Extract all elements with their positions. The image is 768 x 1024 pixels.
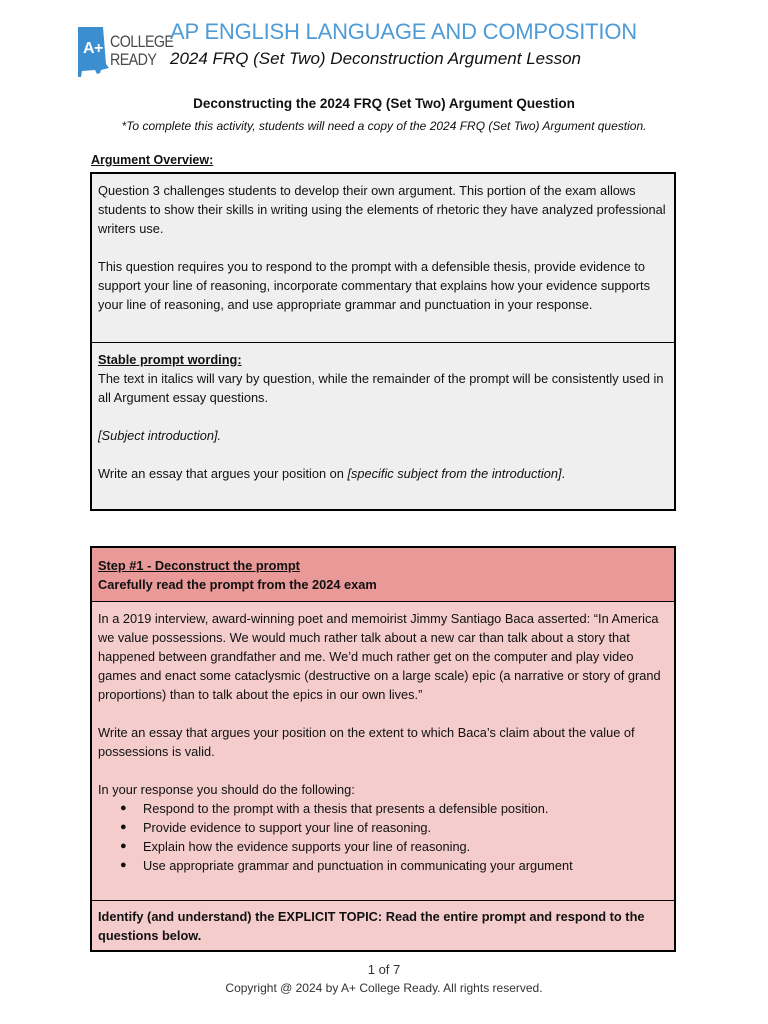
prompt-quote: In a 2019 interview, award-winning poet and memoirist Jimmy Santiago Baca asserted: “In America we value possessions. We would much rather talk about a new car than talk about a story that happened between grandfather and me. We’d much rather get on the computer and play video games and enact some cataclysmic (destructive on a large scale) epic (a narrative or story of grand proportions) than to talk about the epics in our own lives.” — [98, 611, 661, 702]
stable-prompt-label: Stable prompt wording: — [98, 352, 242, 367]
document-title: Deconstructing the 2024 FRQ (Set Two) Argument Question — [193, 96, 575, 111]
step1-header — [92, 548, 674, 602]
requirements-list — [98, 799, 668, 875]
page-number: 1 of 7 — [367, 962, 401, 977]
overview-paragraph-1: Question 3 challenges students to develop their own argument. This portion of the exam allows students to show their skills in writing using the elements of rhetoric they have analyzed professional writers use. — [98, 183, 666, 236]
write-essay-prefix: Write an essay that argues your position on — [98, 466, 348, 481]
step1-title: Step #1 - Deconstruct the prompt — [98, 558, 300, 573]
identify-explicit-topic: Identify (and understand) the EXPLICIT TOPIC: Read the entire prompt and respond to the questions below. — [98, 909, 645, 943]
identify-cell — [92, 901, 674, 950]
list-item: ● Provide evidence to support your line of reasoning. — [98, 818, 668, 837]
prompt-cell — [92, 602, 674, 901]
list-item: ● Use appropriate grammar and punctuation in communicating your argument — [98, 856, 668, 875]
college-ready-logo — [76, 26, 174, 78]
lesson-subtitle: 2024 FRQ (Set Two) Deconstruction Argument Lesson — [170, 49, 582, 68]
copyright: Copyright @ 2024 by A+ College Ready. All rights reserved. — [225, 981, 543, 995]
subject-introduction: [Subject introduction]. — [98, 428, 222, 443]
step1-subtitle: Carefully read the prompt from the 2024 exam — [98, 577, 377, 592]
logo-word-ready: READY — [110, 50, 157, 69]
overview-label: Argument Overview: — [91, 153, 214, 167]
prompt-instructions: In your response you should do the following: — [98, 782, 355, 797]
write-essay-subject: [specific subject from the introduction] — [347, 466, 562, 481]
overview-table — [90, 172, 676, 511]
write-essay-suffix: . — [561, 466, 566, 481]
prompt-task: Write an essay that argues your position on the extent to which Baca’s claim about the value of possessions is valid. — [98, 725, 635, 759]
overview-paragraph-2: This question requires you to respond to the prompt with a defensible thesis, provide evidence to support your line of reasoning, incorporate commentary that explains how your evidence supports your line of reasoning, and use appropriate grammar and punctuation in your response. — [98, 259, 650, 312]
stable-prompt-text: The text in italics will vary by question, while the remainder of the prompt will be consistently used in all Argument essay questions. — [98, 371, 664, 405]
write-essay-line — [98, 464, 668, 483]
step1-table — [90, 546, 676, 952]
list-item: ● Explain how the evidence supports your line of reasoning. — [98, 837, 668, 856]
list-item: ● Respond to the prompt with a thesis that presents a defensible position. — [98, 799, 668, 818]
stable-prompt-cell — [92, 343, 674, 509]
logo-mark: A+ — [83, 40, 103, 57]
logo-word-college: COLLEGE — [110, 32, 174, 51]
document-note: *To complete this activity, students will need a copy of the 2024 FRQ (Set Two) Argument question. — [121, 119, 647, 133]
course-title: AP ENGLISH LANGUAGE AND COMPOSITION — [170, 19, 637, 44]
overview-cell — [92, 174, 674, 343]
